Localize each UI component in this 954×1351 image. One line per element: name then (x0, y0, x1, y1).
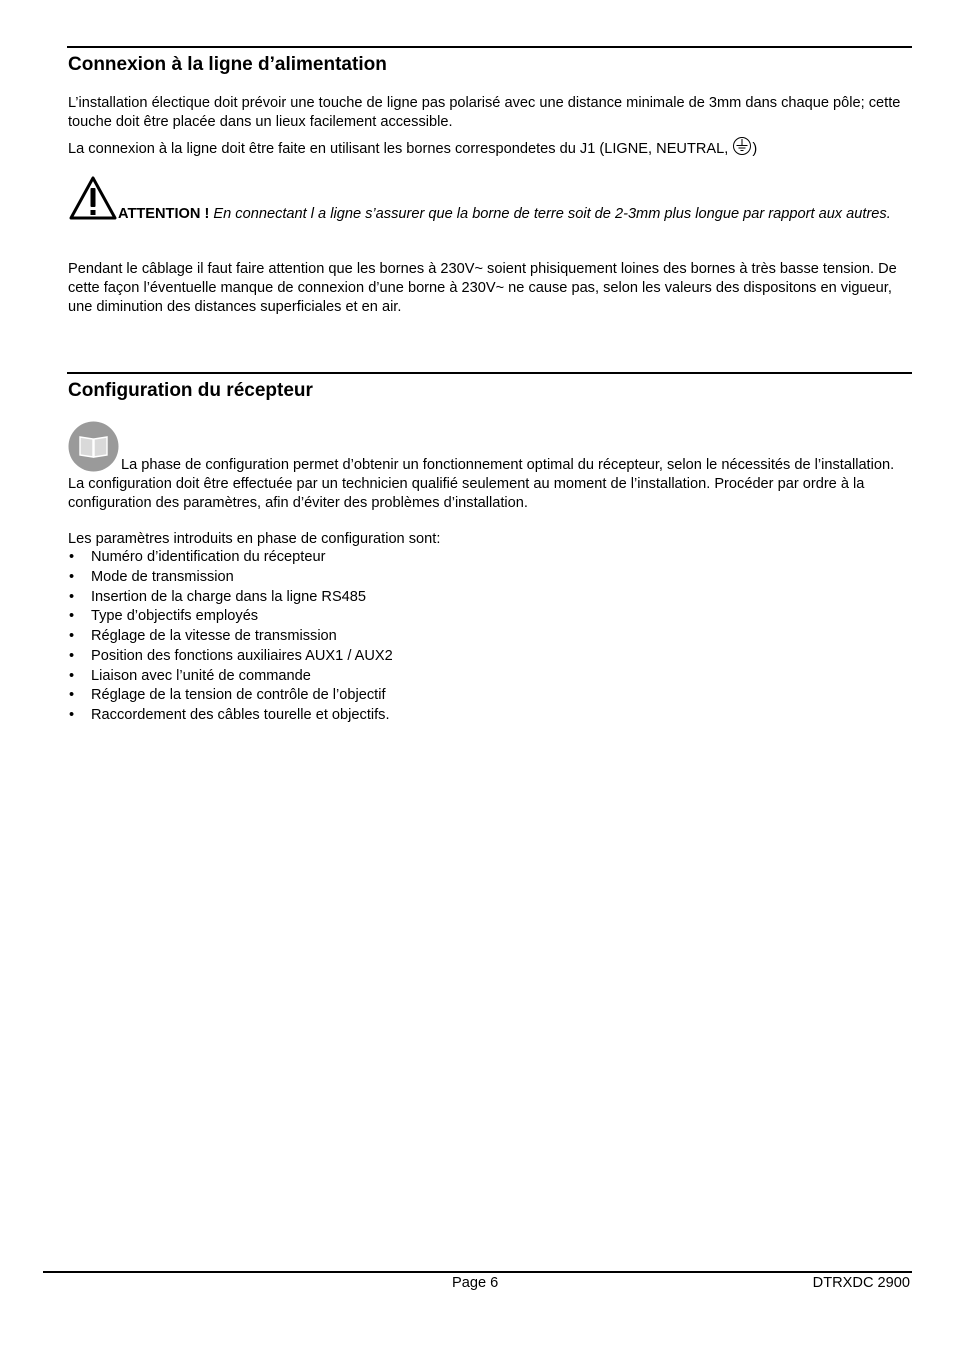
earth-ground-icon (732, 136, 752, 162)
list-item (68, 667, 393, 687)
paragraph-connection (68, 136, 918, 162)
list-item (68, 548, 393, 568)
paragraph-installation: L’installation électique doit prévoir une touche de ligne pas polarisé avec une distance minimale de 3mm dans chaque pôle; cette touche doit être placée dans un lieux facilement accessible. (68, 95, 901, 130)
list-item-text: Raccordement des câbles tourelle et objectifs. (91, 707, 390, 723)
paragraph-config-note: La phase de configuration permet d’obtenir un fonctionnement optimal du récepteur, selon le nécessités de l’installation. La configuration doit être effectuée par un technicien qualifié seulement au moment de l’installation. Procéder par ordre à la configuration des paramètres, afin d’éviter des problèmes d’installation. (68, 457, 895, 511)
list-item-text: Position des fonctions auxiliaires AUX1 / AUX2 (91, 647, 393, 664)
footer-doc-code: DTRXDC 2900 (812, 1275, 910, 1291)
warning-text: En connectant l a ligne s’assurer que la borne de terre soit de 2-3mm plus longue par rapport aux autres. (209, 206, 891, 222)
list-item (68, 647, 393, 667)
bullet: • (69, 687, 75, 704)
footer-divider (43, 1271, 912, 1273)
bullet: • (69, 667, 75, 684)
section-title-config: Configuration du récepteur (68, 380, 313, 401)
list-item (68, 568, 393, 588)
list-item-text: Réglage de la vitesse de transmission (91, 628, 337, 644)
section-divider-config (67, 372, 912, 374)
section-divider-top (67, 46, 912, 48)
bullet: • (69, 647, 75, 664)
warning-paragraph (68, 205, 910, 224)
bullet: • (69, 588, 75, 605)
list-item (68, 686, 393, 706)
paragraph-list-intro: Les paramètres introduits en phase de configuration sont: (68, 531, 441, 547)
list-item (68, 627, 393, 647)
bullet: • (69, 568, 75, 585)
footer-page-number: Page 6 (452, 1275, 499, 1291)
bullet: • (69, 707, 75, 723)
bullet: • (69, 628, 75, 644)
list-item-text: Type d’objectifs employés (91, 608, 259, 625)
list-item-text: Mode de transmission (91, 568, 234, 585)
parameter-list (68, 548, 393, 726)
list-item-text: Insertion de la charge dans la ligne RS485 (91, 588, 367, 605)
list-item (68, 588, 393, 608)
section-title-power: Connexion à la ligne d’alimentation (68, 54, 387, 75)
bullet: • (69, 608, 75, 625)
list-item (68, 607, 393, 627)
connection-text: La connexion à la ligne doit être faite en utilisant les bornes correspondetes du J1 (LIGNE, NEUTRAL, (68, 141, 733, 157)
list-item (68, 706, 393, 726)
list-item-text: Liaison avec l’unité de commande (91, 667, 311, 684)
warning-label: ATTENTION ! (118, 206, 210, 222)
connection-text-end: ) (752, 141, 758, 157)
bullet: • (69, 549, 75, 565)
paragraph-wiring: Pendant le câblage il faut faire attention que les bornes à 230V~ soient phisiquement loines des bornes à très basse tension. De cette façon l’éventuelle manque de connexion d’une borne à 230V~ ne cause pas, selon les valeurs des dispositons en vigueur, une diminution des distances superficiales et en air. (68, 261, 897, 315)
list-item-text: Réglage de la tension de contrôle de l’objectif (91, 687, 386, 704)
list-item-text: Numéro d’identification du récepteur (91, 549, 326, 565)
